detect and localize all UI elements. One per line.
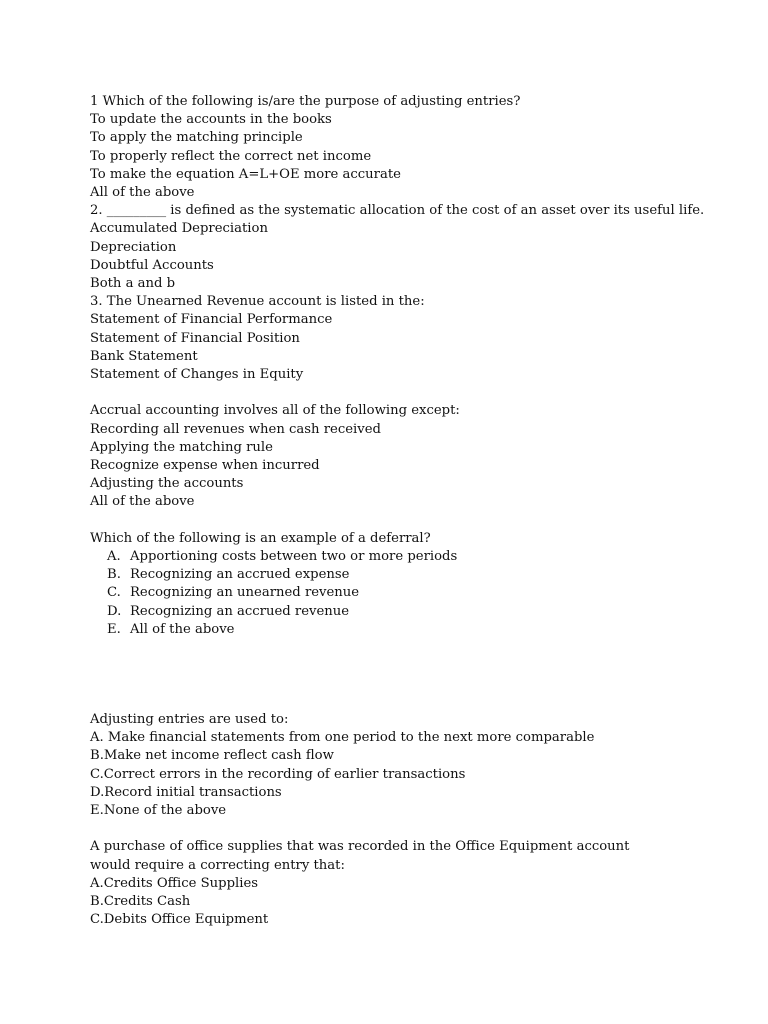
answer-option: C.Correct errors in the recording of earlier transactions: [90, 766, 466, 782]
answer-option: D.Record initial transactions: [90, 784, 282, 800]
answer-option: A.Credits Office Supplies: [90, 875, 259, 891]
answer-option: To update the accounts in the books: [90, 112, 332, 128]
list-marker: A.: [107, 549, 121, 565]
option-list: [90, 548, 730, 639]
answer-option: Recording all revenues when cash received: [90, 421, 381, 437]
list-item: [90, 566, 730, 584]
question-6: [90, 711, 730, 820]
list-item-text: Recognizing an unearned revenue: [130, 585, 360, 601]
answer-option: A. Make financial statements from one period to the next more comparable: [90, 730, 595, 746]
answer-option: Statement of Financial Performance: [90, 312, 333, 328]
list-item: [90, 584, 730, 602]
answer-option: Doubtful Accounts: [90, 257, 214, 273]
question-text: A purchase of office supplies that was recorded in the Office Equipment account would require a correcting entry that:: [90, 839, 630, 873]
question-text: 1 Which of the following is/are the purpose of adjusting entries?: [90, 94, 521, 109]
answer-option: To properly reflect the correct net income: [90, 148, 372, 164]
answer-option: Recognize expense when incurred: [90, 458, 320, 474]
answer-option: All of the above: [90, 494, 195, 510]
spacer: [90, 639, 730, 711]
list-item: [90, 603, 730, 621]
answer-option: To make the equation A=L+OE more accurate: [90, 166, 401, 182]
question-2: [90, 202, 730, 293]
answer-option: To apply the matching principle: [90, 130, 303, 146]
answer-option: Both a and b: [90, 276, 176, 292]
question-text: 3. The Unearned Revenue account is listed in the:: [90, 294, 425, 310]
answer-option: E.None of the above: [90, 803, 227, 819]
question-text: 2. _________ is defined as the systematic allocation of the cost of an asset over its useful life.: [90, 203, 705, 219]
list-marker: D.: [107, 603, 122, 619]
question-5: [90, 530, 730, 639]
answer-option: Accumulated Depreciation: [90, 221, 268, 237]
answer-option: All of the above: [90, 185, 195, 201]
answer-option: Statement of Financial Position: [90, 330, 300, 346]
list-marker: C.: [107, 585, 121, 601]
list-marker: B.: [107, 567, 121, 583]
spacer: [90, 512, 730, 530]
answer-option: Statement of Changes in Equity: [90, 367, 304, 383]
list-item: [90, 621, 730, 639]
answer-option: Applying the matching rule: [90, 439, 273, 455]
question-4: [90, 402, 730, 511]
question-3: [90, 293, 730, 384]
spacer: [90, 820, 730, 838]
list-item-text: Recognizing an accrued expense: [130, 567, 350, 583]
spacer: [90, 384, 730, 402]
question-1: [90, 93, 730, 202]
document-page: [90, 93, 730, 929]
answer-option: Depreciation: [90, 239, 177, 255]
list-item: [90, 548, 730, 566]
answer-option: C.Debits Office Equipment: [90, 912, 269, 928]
list-marker: E.: [107, 621, 121, 637]
question-text: Accrual accounting involves all of the following except:: [90, 403, 460, 419]
question-text: Adjusting entries are used to:: [90, 712, 289, 728]
list-item-text: Recognizing an accrued revenue: [130, 603, 350, 619]
answer-option: Bank Statement: [90, 348, 198, 364]
list-item-text: All of the above: [130, 621, 235, 637]
list-item-text: Apportioning costs between two or more periods: [130, 549, 458, 565]
answer-option: B.Make net income reflect cash flow: [90, 748, 334, 764]
answer-option: Adjusting the accounts: [90, 476, 244, 492]
question-text: Which of the following is an example of a deferral?: [90, 530, 431, 546]
question-7: [90, 838, 730, 929]
answer-option: B.Credits Cash: [90, 894, 191, 910]
